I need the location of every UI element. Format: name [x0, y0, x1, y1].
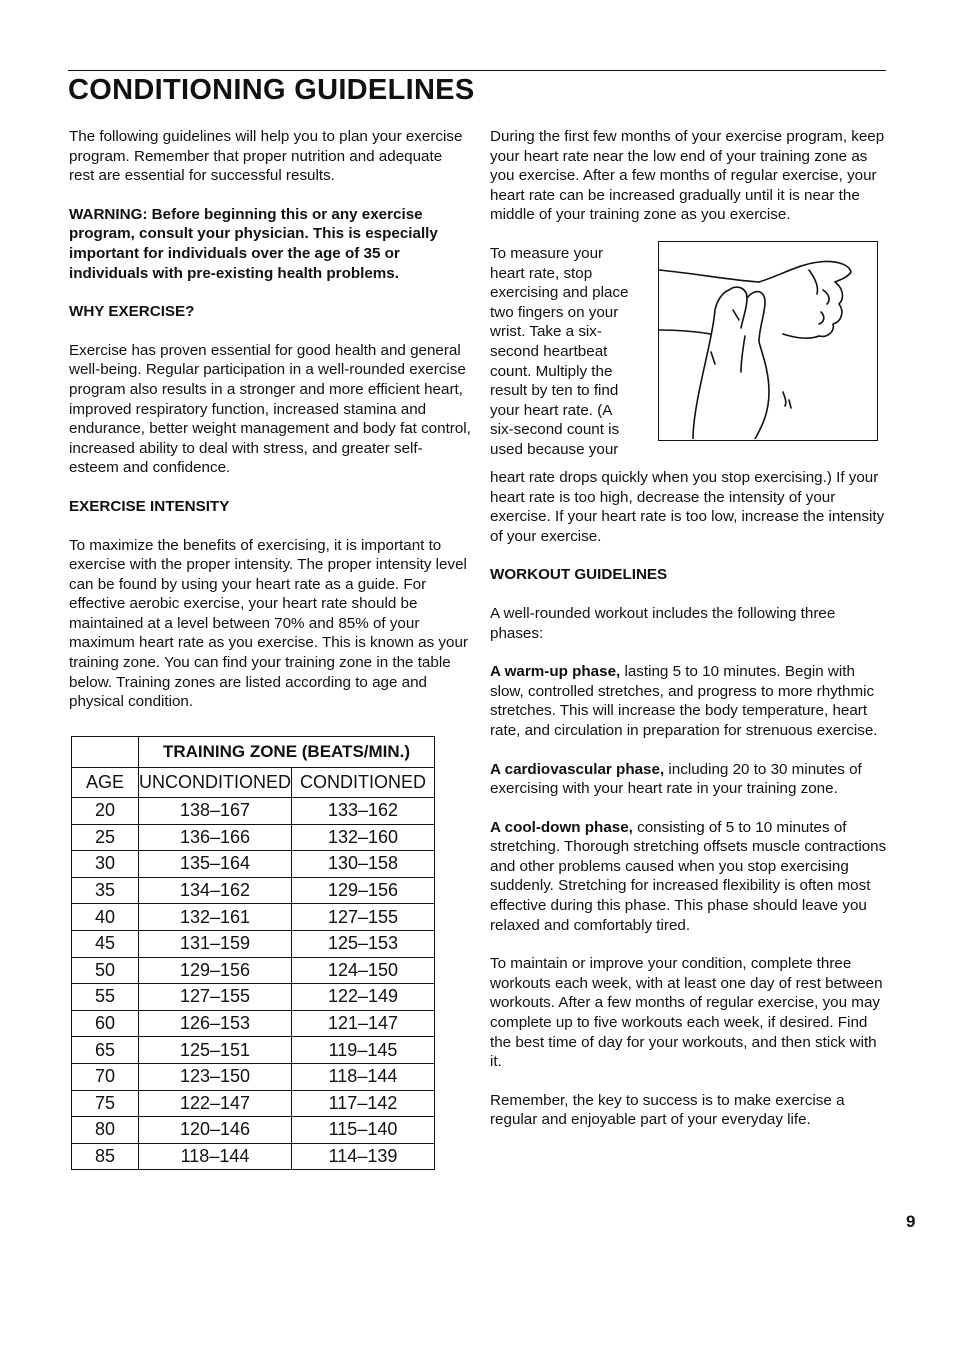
- table-row: [72, 824, 435, 851]
- unconditioned-cell: 118–144: [139, 1143, 292, 1170]
- table-corner: [72, 737, 139, 768]
- unconditioned-cell: 129–156: [139, 957, 292, 984]
- age-cell: 55: [72, 984, 139, 1011]
- age-column-header: AGE: [72, 768, 139, 798]
- cooldown-paragraph: [490, 818, 890, 936]
- age-cell: 20: [72, 798, 139, 825]
- wrist-pulse-illustration: [658, 241, 878, 441]
- unconditioned-cell: 125–151: [139, 1037, 292, 1064]
- age-cell: 25: [72, 824, 139, 851]
- age-cell: 85: [72, 1143, 139, 1170]
- unconditioned-cell: 136–166: [139, 824, 292, 851]
- conditioned-cell: 114–139: [292, 1143, 435, 1170]
- table-row: [72, 904, 435, 931]
- age-cell: 60: [72, 1010, 139, 1037]
- unconditioned-cell: 132–161: [139, 904, 292, 931]
- unconditioned-cell: 127–155: [139, 984, 292, 1011]
- age-cell: 40: [72, 904, 139, 931]
- measure-heart-rate-text: To measure your heart rate, stop exercising and place two fingers on your wrist. Take a six-second heartbeat count. Multiply the result by ten to find your heart rate. (A six-second count is used because your: [490, 244, 629, 458]
- conditioned-cell: 117–142: [292, 1090, 435, 1117]
- exercise-intensity-text: To maximize the benefits of exercising, it is important to exercise with the proper intensity. The proper intensity level can be found by using your heart rate as a guide. For effective aerobic exercise, your heart rate should be maintained at a level between 70% and 85% of your maximum heart rate as you exercise. This is known as your training zone. You can find your training zone in the table below. Training zones are listed according to age and physical condition.: [69, 536, 468, 711]
- measure-heart-rate-continued: heart rate drops quickly when you stop exercising.) If your heart rate is too high, decrease the intensity of your exercise. If your heart rate is too low, increase the intensity of your exercise.: [490, 468, 885, 545]
- conditioned-cell: 127–155: [292, 904, 435, 931]
- conditioned-column-header: CONDITIONED: [292, 768, 435, 798]
- right-column: [490, 127, 890, 1149]
- conditioned-cell: 133–162: [292, 798, 435, 825]
- intro-paragraph: The following guidelines will help you to plan your exercise program. Remember that proper nutrition and adequate rest are essential for successful results.: [69, 128, 463, 185]
- why-exercise-heading: WHY EXERCISE?: [69, 303, 195, 321]
- unconditioned-cell: 134–162: [139, 877, 292, 904]
- conditioned-cell: 125–153: [292, 930, 435, 957]
- maintain-paragraph: To maintain or improve your condition, complete three workouts each week, with at least one day of rest between workouts. After a few months of regular exercise, you may complete up to five workouts each week, if desired. Find the best time of day for your workouts, and then stick with it.: [490, 955, 883, 1071]
- unconditioned-cell: 131–159: [139, 930, 292, 957]
- age-cell: 30: [72, 851, 139, 878]
- table-row: [72, 1063, 435, 1090]
- page-title: CONDITIONING GUIDELINES: [68, 74, 475, 106]
- conditioned-cell: 115–140: [292, 1117, 435, 1144]
- table-row: [72, 984, 435, 1011]
- left-column: [69, 127, 471, 731]
- cooldown-text: consisting of 5 to 10 minutes of stretching. Thorough stretching offsets muscle contractions and other problems caused when you stop exercising suddenly. Stretching for increased flexibility is often most effective during this phase. This phase should leave you relaxed and comfortably tired.: [490, 818, 887, 934]
- table-row: [72, 877, 435, 904]
- training-zone-rows: [72, 798, 435, 1170]
- exercise-intensity-heading: EXERCISE INTENSITY: [69, 497, 230, 515]
- warning-paragraph: WARNING: Before beginning this or any exercise program, consult your physician. This is especially important for individuals over the age of 35 or individuals with pre-existing health problems.: [69, 205, 438, 282]
- conditioned-cell: 122–149: [292, 984, 435, 1011]
- table-row: [72, 1143, 435, 1170]
- remember-paragraph: Remember, the key to success is to make exercise a regular and enjoyable part of your everyday life.: [490, 1091, 845, 1129]
- unconditioned-cell: 120–146: [139, 1117, 292, 1144]
- workout-intro: A well-rounded workout includes the following three phases:: [490, 604, 836, 642]
- age-cell: 75: [72, 1090, 139, 1117]
- title-rule: [68, 70, 886, 71]
- table-row: [72, 1090, 435, 1117]
- warmup-paragraph: [490, 662, 890, 740]
- age-cell: 35: [72, 877, 139, 904]
- table-row: [72, 957, 435, 984]
- why-exercise-text: Exercise has proven essential for good health and general well-being. Regular participation in a well-rounded exercise program also results in a stronger and more efficient heart, improved respiratory function, increased stamina and endurance, better weight management and body fat control, increased ability to deal with stress, and greater self-esteem and confidence.: [69, 341, 471, 477]
- first-months-paragraph: During the first few months of your exercise program, keep your heart rate near the low end of your training zone as you exercise. After a few months of regular exercise, your heart rate can be increased gradually until it is near the middle of your training zone as you exercise.: [490, 128, 885, 224]
- heart-rate-block: [490, 244, 890, 469]
- hand-on-wrist-icon: [659, 242, 877, 439]
- age-cell: 80: [72, 1117, 139, 1144]
- cardio-paragraph: [490, 760, 890, 799]
- unconditioned-cell: 122–147: [139, 1090, 292, 1117]
- table-row: [72, 1117, 435, 1144]
- table-row: [72, 798, 435, 825]
- conditioned-cell: 118–144: [292, 1063, 435, 1090]
- age-cell: 50: [72, 957, 139, 984]
- conditioned-cell: 121–147: [292, 1010, 435, 1037]
- cardio-text: including 20 to 30 minutes of exercising with your heart rate in your training zone.: [490, 760, 862, 798]
- unconditioned-cell: 135–164: [139, 851, 292, 878]
- table-row: [72, 851, 435, 878]
- table-row: [72, 930, 435, 957]
- unconditioned-column-header: UNCONDITIONED: [139, 768, 292, 798]
- cooldown-label: A cool-down phase,: [490, 818, 633, 836]
- unconditioned-cell: 126–153: [139, 1010, 292, 1037]
- conditioned-cell: 132–160: [292, 824, 435, 851]
- conditioned-cell: 124–150: [292, 957, 435, 984]
- table-row: [72, 1037, 435, 1064]
- conditioned-cell: 119–145: [292, 1037, 435, 1064]
- age-cell: 45: [72, 930, 139, 957]
- training-zone-table: [71, 736, 435, 1170]
- workout-guidelines-heading: WORKOUT GUIDELINES: [490, 566, 668, 584]
- page-number: 9: [906, 1212, 916, 1231]
- unconditioned-cell: 123–150: [139, 1063, 292, 1090]
- unconditioned-cell: 138–167: [139, 798, 292, 825]
- training-zone-header: TRAINING ZONE (BEATS/MIN.): [139, 737, 435, 768]
- conditioned-cell: 129–156: [292, 877, 435, 904]
- cardio-label: A cardiovascular phase,: [490, 760, 665, 778]
- conditioned-cell: 130–158: [292, 851, 435, 878]
- warmup-text: lasting 5 to 10 minutes. Begin with slow, controlled stretches, and progress to more rhythmic stretches. This will increase the body temperature, heart rate, and circulation in preparation for strenuous exercise.: [490, 663, 878, 739]
- age-cell: 70: [72, 1063, 139, 1090]
- age-cell: 65: [72, 1037, 139, 1064]
- table-row: [72, 1010, 435, 1037]
- warmup-label: A warm-up phase,: [490, 663, 621, 681]
